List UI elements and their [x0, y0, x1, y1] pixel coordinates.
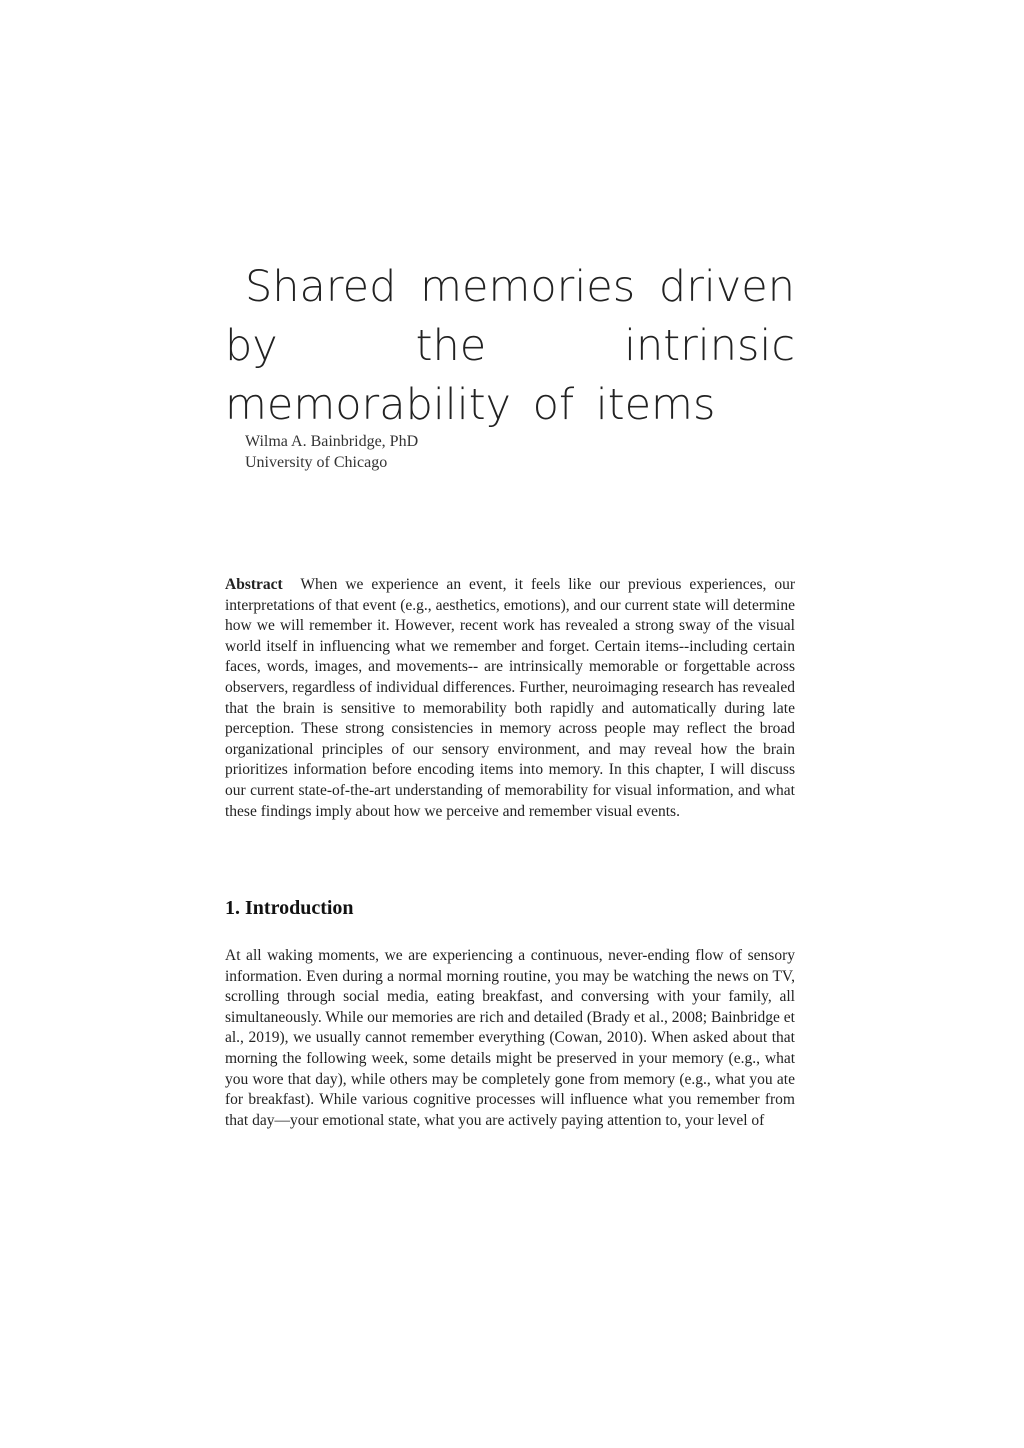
author-block [245, 431, 418, 473]
section-heading-introduction: 1. Introduction [225, 897, 354, 919]
introduction-paragraph: At all waking moments, we are experiencing a continuous, never-ending flow of sensory information. Even during a normal morning routine, you may be watching the news on TV, scrolling through social media, eating breakfast, and conversing with your family, all simultaneously. While our memories are rich and detailed (Brady et al., 2008; Bainbridge et al., 2019), we usually cannot remember everything (Cowan, 2010). When asked about that morning the following week, some details might be preserved in your memory (e.g., what you wore that day), while others may be completely gone from memory (e.g., what you ate for breakfast). While various cognitive processes will influence what you remember from that day—your emotional state, what you are actively paying attention to, your level of [225, 947, 795, 1129]
author-affiliation: University of Chicago [245, 454, 388, 471]
paper-title: Shared memories driven by the intrinsic memorability of items [225, 262, 795, 430]
abstract-text: When we experience an event, it feels like our previous experiences, our interpretations of that event (e.g., aesthetics, emotions), and our current state will determine how we will remember it. However, recent work has revealed a strong sway of the visual world itself in influencing what we remember and forget. Certain items--including certain faces, words, images, and movements-- are intrinsically memorable or forgettable across observers, regardless of individual differences. Further, neuroimaging research has revealed that the brain is sensitive to memorability both rapidly and automatically during late perception. These strong consistencies in memory across people may reflect the broad organizational principles of our sensory environment, and may reveal how the brain prioritizes information before encoding items into memory. In this chapter, I will discuss our current state-of-the-art understanding of memorability for visual information, and what these findings imply about how we perceive and remember visual events. [225, 576, 795, 820]
abstract [225, 575, 795, 822]
abstract-label: Abstract [225, 576, 283, 593]
author-name: Wilma A. Bainbridge, PhD [245, 433, 419, 450]
